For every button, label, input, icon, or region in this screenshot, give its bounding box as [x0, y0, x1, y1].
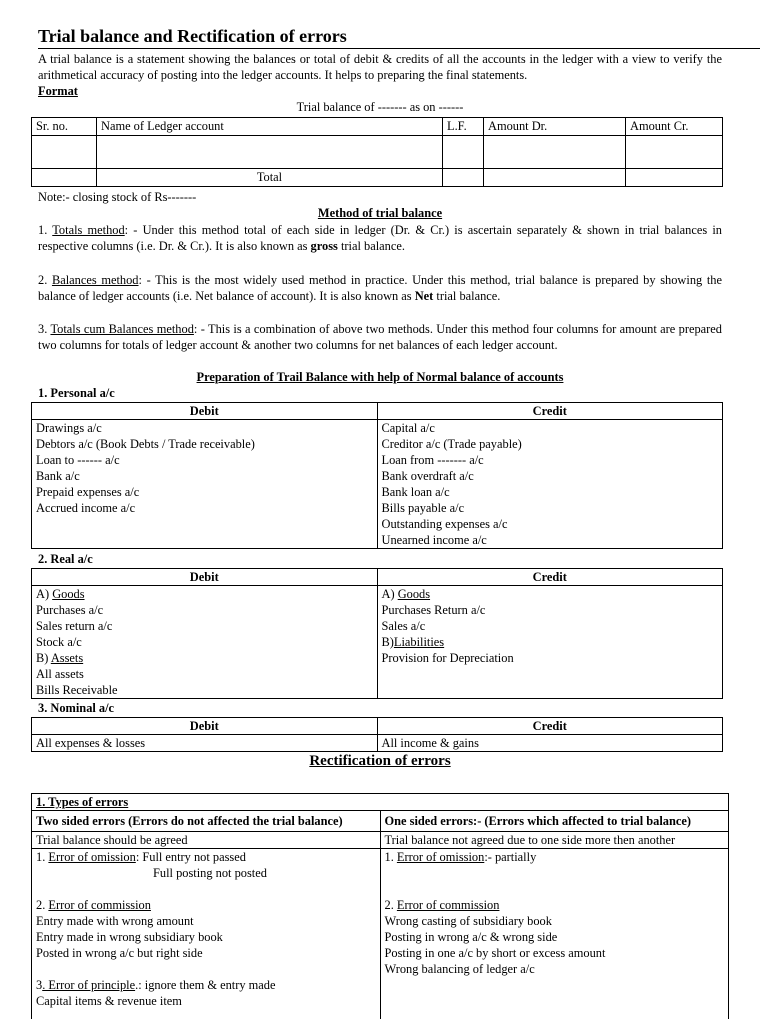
format-caption: Trial balance of ------- as on ------: [296, 100, 464, 114]
list-item: Bank a/c: [36, 469, 80, 483]
group-label: Goods: [52, 587, 85, 601]
format-total-label: Total: [97, 169, 443, 187]
personal-debit-header: Debit: [32, 403, 378, 420]
format-cell: [626, 136, 723, 169]
list-item: Posted in wrong a/c but right side: [36, 946, 203, 960]
format-cell: [32, 169, 97, 187]
personal-table: [31, 402, 723, 549]
list-item: [36, 586, 373, 602]
group-prefix: B): [381, 635, 394, 649]
list-item: Bills payable a/c: [381, 501, 465, 515]
list-item: Posting in wrong a/c & wrong side: [384, 930, 558, 944]
list-item: Bank overdraft a/c: [381, 469, 474, 483]
commission-line: [36, 897, 376, 913]
closing-stock-note: Note:- closing stock of Rs-------: [38, 190, 197, 204]
error-name: Error of commission: [396, 898, 500, 912]
method-text: trial balance.: [433, 289, 501, 303]
list-item: Purchases Return a/c: [381, 603, 486, 617]
list-item: Sales return a/c: [36, 619, 113, 633]
format-header-lf: L.F.: [443, 118, 484, 136]
format-cell: [443, 136, 484, 169]
method-balances: [38, 272, 722, 304]
method-text: : - This is a combination of above two methods. Under this method four columns for amount are prepared two columns for totals of ledger account & another two columns for net balances of each ledger account.: [38, 322, 723, 352]
methods-heading: Method of trial balance: [317, 206, 443, 220]
error-name: Error of commission: [48, 898, 151, 912]
one-sided-agreed: Trial balance not agreed due to one side more then another: [380, 832, 729, 849]
format-heading: Format: [38, 84, 78, 98]
commission-line: [385, 897, 725, 913]
omission-line: [385, 849, 725, 865]
list-item: Outstanding expenses a/c: [381, 517, 508, 531]
list-item: Entry made with wrong amount: [36, 914, 194, 928]
group-prefix: B): [36, 651, 51, 665]
error-name: Error of omission: [396, 850, 485, 864]
errors-table: [31, 793, 729, 1019]
list-item: Entry made in wrong subsidiary book: [36, 930, 223, 944]
list-item: Wrong balancing of ledger a/c: [384, 962, 535, 976]
item-number: 1.: [384, 850, 397, 864]
spacer: [36, 881, 376, 897]
format-cell: [32, 136, 97, 169]
real-debit-header: Debit: [32, 569, 378, 586]
rectification-heading: Rectification of errors: [309, 753, 451, 769]
format-cell: [484, 136, 626, 169]
two-sided-agreed: Trial balance should be agreed: [32, 832, 381, 849]
list-item: Sales a/c: [381, 619, 426, 633]
method-keyword: Net: [414, 289, 434, 303]
list-item: Stock a/c: [36, 635, 82, 649]
error-text: : Full entry not passed: [135, 850, 246, 864]
nominal-credit-item: All income & gains: [377, 735, 723, 752]
real-credit-header: Credit: [377, 569, 723, 586]
list-item: Capital a/c: [381, 421, 435, 435]
list-item: All assets: [36, 667, 84, 681]
real-credit-list: [377, 586, 723, 699]
list-item: Creditor a/c (Trade payable): [381, 437, 522, 451]
list-item: Prepaid expenses a/c: [36, 485, 140, 499]
list-item: Provision for Depreciation: [381, 651, 514, 665]
list-item: Wrong casting of subsidiary book: [384, 914, 552, 928]
group-label: Goods: [397, 587, 431, 601]
nominal-debit-header: Debit: [32, 718, 378, 735]
item-number: 2.: [384, 898, 397, 912]
format-cell: [443, 169, 484, 187]
list-item: Bills Receivable: [36, 683, 118, 697]
list-item: Drawings a/c: [36, 421, 102, 435]
principle-line: [36, 977, 376, 993]
list-item: Loan to ------ a/c: [36, 453, 120, 467]
list-item: Debtors a/c (Book Debts / Trade receivable): [36, 437, 255, 451]
nominal-table: [31, 717, 723, 752]
omission-line-2: Full posting not posted: [153, 866, 267, 880]
two-sided-details: [32, 849, 381, 1020]
two-sided-header: Two sided errors (Errors do not affected the trial balance): [32, 811, 381, 832]
method-text: trial balance.: [337, 239, 405, 253]
spacer: [36, 961, 376, 977]
format-table: [31, 117, 723, 187]
format-header-ledger: Name of Ledger account: [97, 118, 443, 136]
format-cell: [484, 169, 626, 187]
intro-paragraph: A trial balance is a statement showing the balances or total of debit & credits of all the accounts in the ledger with a view to verify the arithmetical accuracy of posting into the ledger accounts. It helps to preparing the final statements.: [38, 52, 722, 82]
method-totals: [38, 222, 722, 254]
method-name: Totals method: [52, 223, 125, 237]
method-text: : - Under this method total of each side in ledger (Dr. & Cr.) is ascertain separately & shown in trial balances in respective columns (i.e. Dr. & Cr.). It is also known as: [38, 223, 722, 253]
method-text: : - This is the most widely used method in practice. Under this method, trial balance is prepared by showing the balance of ledger accounts (i.e. Net balance of account). It is also known as: [38, 273, 722, 303]
list-item: [382, 634, 719, 650]
method-number: 3.: [38, 322, 51, 336]
types-of-errors-heading: [32, 794, 729, 811]
error-name: Error of omission: [48, 850, 136, 864]
spacer: [385, 881, 725, 897]
item-number: 1.: [36, 850, 49, 864]
title-divider: [38, 48, 760, 49]
spacer: [385, 865, 725, 881]
list-item: Bank loan a/c: [381, 485, 450, 499]
error-text: :- partially: [484, 850, 537, 864]
personal-credit-list: [377, 420, 723, 549]
real-table: [31, 568, 723, 699]
list-item: Loan from ------- a/c: [381, 453, 484, 467]
item-number: 3: [36, 978, 43, 992]
page-title: Trial balance and Rectification of errors: [38, 26, 347, 46]
real-debit-list: [32, 586, 378, 699]
group-prefix: A): [36, 587, 53, 601]
list-item: Capital items & revenue item: [36, 994, 182, 1008]
method-keyword: gross: [310, 239, 338, 253]
list-item: Accrued income a/c: [36, 501, 136, 515]
nominal-debit-item: All expenses & losses: [32, 735, 378, 752]
group-prefix: A): [381, 587, 398, 601]
nominal-heading: 3. Nominal a/c: [38, 701, 115, 715]
item-number: 2.: [36, 898, 49, 912]
format-header-dr: Amount Dr.: [484, 118, 626, 136]
method-name: Balances method: [51, 273, 139, 287]
method-number: 1.: [38, 223, 53, 237]
format-header-cr: Amount Cr.: [626, 118, 723, 136]
group-label: Liabilities: [393, 635, 445, 649]
method-name: Totals cum Balances method: [50, 322, 194, 336]
method-totals-cum-balances: [38, 321, 722, 353]
list-item: [36, 650, 373, 666]
error-text: .: ignore them & entry made: [135, 978, 276, 992]
list-item: Posting in one a/c by short or excess amount: [384, 946, 606, 960]
real-heading: 2. Real a/c: [38, 552, 93, 566]
personal-heading: 1. Personal a/c: [38, 386, 115, 400]
format-header-srno: Sr. no.: [32, 118, 97, 136]
prep-heading: Preparation of Trail Balance with help of Normal balance of accounts: [196, 370, 564, 384]
format-cell: [97, 136, 443, 169]
personal-credit-header: Credit: [377, 403, 723, 420]
types-heading-text: 1. Types of errors: [36, 795, 129, 809]
omission-line: [36, 849, 376, 865]
format-cell: [626, 169, 723, 187]
nominal-credit-header: Credit: [377, 718, 723, 735]
one-sided-details: [380, 849, 729, 1020]
personal-debit-list: [32, 420, 378, 549]
group-label: Assets: [50, 651, 84, 665]
error-name: . Error of principle: [42, 978, 136, 992]
list-item: Purchases a/c: [36, 603, 104, 617]
method-number: 2.: [38, 273, 52, 287]
list-item: Unearned income a/c: [381, 533, 487, 547]
one-sided-header: One sided errors:- (Errors which affected to trial balance): [380, 811, 729, 832]
list-item: [382, 586, 719, 602]
